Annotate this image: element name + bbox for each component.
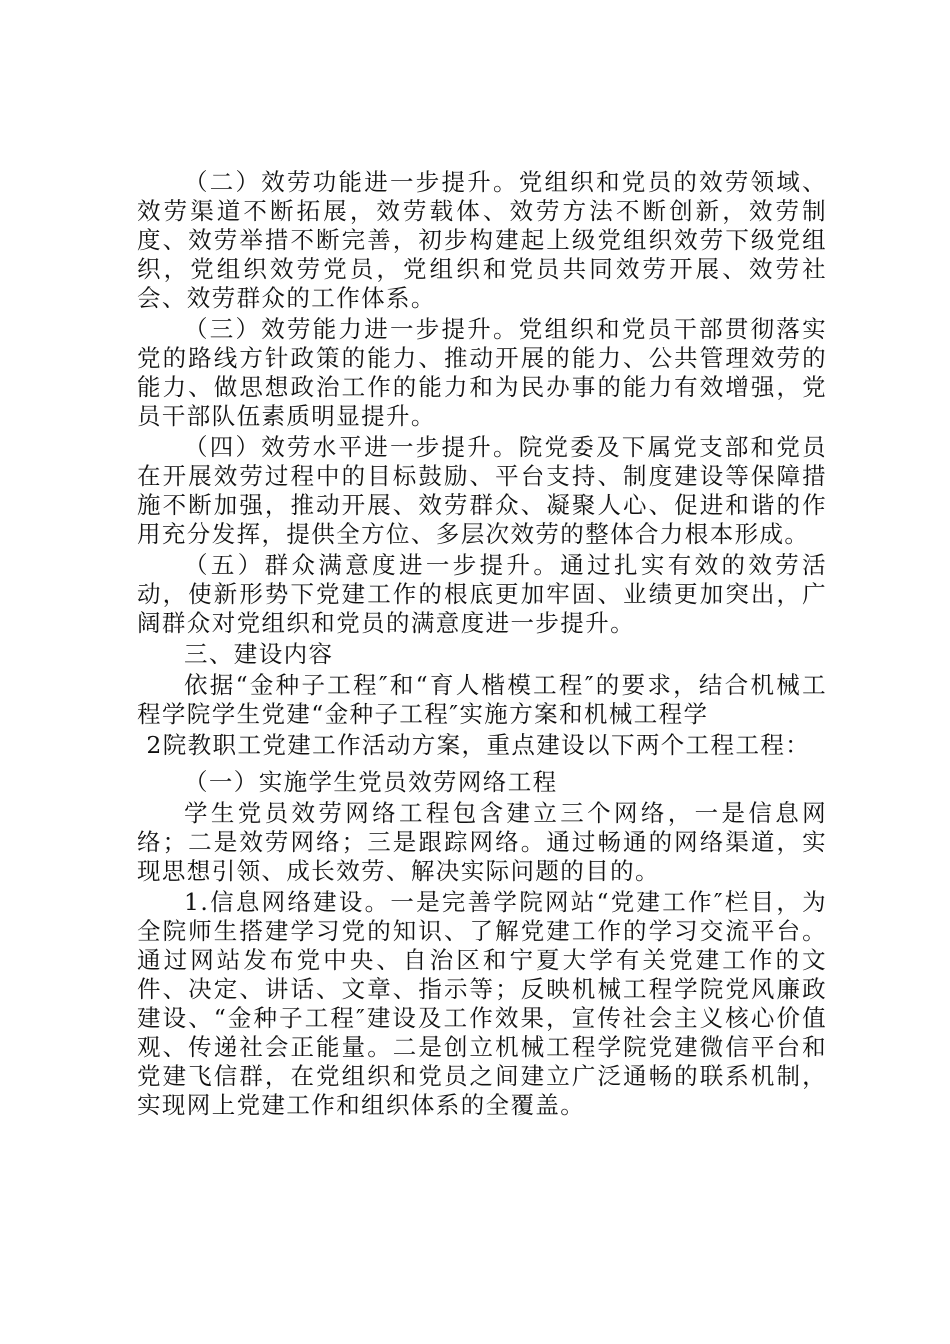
paragraph-info-network: 1.信息网络建设。一是完善学院网站“党建工作″栏目，为全院师生搭建学习党的知识、了解党建工作的学习交流平台。通过网站发布党中央、自治区和宁夏大学有关党建工作的文件、决定、讲话、文章、指示等；反映机械工程学院党风廉政建设、“金种子工程″建设及工作效果，宣传社会主义核心价值观、传递社会正能量。二是创立机械工程学院党建微信平台和党建飞信群，在党组织和党员之间建立广泛通畅的联系机制，实现网上党建工作和组织体系的全覆盖。 <box>137 888 827 1119</box>
paragraph-service-level: （四）效劳水平进一步提升。院党委及下属党支部和党员在开展效劳过程中的目标鼓励、平台支持、制度建设等保障措施不断加强，推动开展、效劳群众、凝聚人心、促进和谐的作用充分发挥，提供全方位、多层次效劳的整体合力根本形成。 <box>137 433 827 548</box>
paragraph-satisfaction: （五）群众满意度进一步提升。通过扎实有效的效劳活动，使新形势下党建工作的根底更加牢固、业绩更加突出，广阔群众对党组织和党员的满意度进一步提升。 <box>137 551 827 637</box>
subheading-student-network: （一）实施学生党员效劳网络工程 <box>184 768 558 796</box>
paragraph-basis-continued: 2院教职工党建工作活动方案，重点建设以下两个工程工程： <box>146 731 811 759</box>
section-heading-construction-content: 三、建设内容 <box>184 640 334 668</box>
document-body <box>137 168 827 1122</box>
paragraph-three-networks: 学生党员效劳网络工程包含建立三个网络，一是信息网络；二是效劳网络；三是跟踪网络。通过畅通的网络渠道，实现思想引领、成长效劳、解决实际问题的目的。 <box>137 799 827 885</box>
paragraph-basis: 依据“金种子工程″和“育人楷模工程″的要求，结合机械工程学院学生党建“金种子工程″实施方案和机械工程学 <box>137 671 827 728</box>
paragraph-service-function: （二）效劳功能进一步提升。党组织和党员的效劳领域、效劳渠道不断拓展，效劳载体、效劳方法不断创新，效劳制度、效劳举措不断完善，初步构建起上级党组织效劳下级党组织，党组织效劳党员，党组织和党员共同效劳开展、效劳社会、效劳群众的工作体系。 <box>137 168 827 312</box>
paragraph-service-capability: （三）效劳能力进一步提升。党组织和党员干部贯彻落实党的路线方针政策的能力、推动开展的能力、公共管理效劳的能力、做思想政治工作的能力和为民办事的能力有效增强，党员干部队伍素质明显提升。 <box>137 315 827 430</box>
